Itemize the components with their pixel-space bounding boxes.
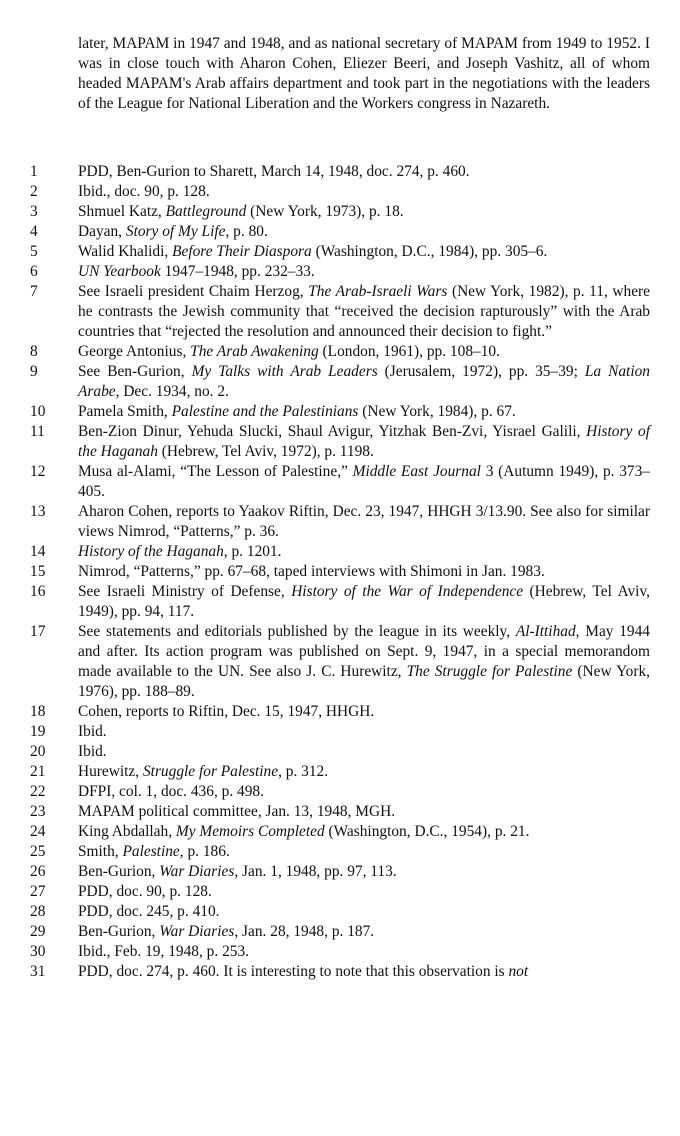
endnote-text-run: (Jerusalem, 1972), pp. 35–39; — [377, 363, 585, 380]
endnote-text-run: (Washington, D.C., 1954), p. 21. — [324, 823, 530, 840]
endnote-text-run: Cohen, reports to Riftin, Dec. 15, 1947, HHGH. — [78, 703, 375, 720]
endnote-italic-title: War Diaries — [159, 923, 235, 940]
endnote-item — [0, 762, 680, 782]
endnote-item — [0, 902, 680, 922]
endnote-text-run: Ibid., doc. 90, p. 128. — [78, 183, 210, 200]
endnote-text-run: (New York, 1973), p. 18. — [246, 203, 404, 220]
endnote-text — [78, 902, 650, 922]
endnote-item — [0, 942, 680, 962]
endnote-text — [78, 162, 650, 182]
endnote-text-run: , p. 312. — [278, 763, 329, 780]
endnote-number: 3 — [30, 203, 38, 220]
endnote-text-run: DFPI, col. 1, doc. 436, p. 498. — [78, 783, 264, 800]
endnote-text-run: (New York, 1976), pp. 188–89. — [78, 663, 651, 700]
endnote-italic-title: UN Yearbook — [78, 263, 161, 280]
endnote-number: 18 — [30, 703, 46, 720]
endnote-text-run: Smith, — [78, 843, 123, 860]
endnote-text — [78, 962, 650, 982]
endnote-item — [0, 622, 680, 702]
endnote-number: 30 — [30, 943, 46, 960]
endnote-item — [0, 542, 680, 562]
endnote-number: 5 — [30, 243, 38, 260]
endnote-text — [78, 862, 650, 882]
endnote-item — [0, 162, 680, 182]
endnote-italic-title: The Arab-Israeli Wars — [308, 283, 448, 300]
endnote-number: 15 — [30, 563, 46, 580]
endnote-text-run: (Washington, D.C., 1984), pp. 305–6. — [311, 243, 548, 260]
endnote-text — [78, 462, 650, 502]
endnote-text-run: , p. 80. — [225, 223, 268, 240]
endnote-text-run: PDD, doc. 90, p. 128. — [78, 883, 212, 900]
endnote-text-run: 1947–1948, pp. 232–33. — [160, 263, 315, 280]
endnote-number: 27 — [30, 883, 46, 900]
endnote-text — [78, 502, 650, 542]
endnote-text-run: PDD, Ben-Gurion to Sharett, March 14, 1948, doc. 274, p. 460. — [78, 163, 470, 180]
endnote-text — [78, 722, 650, 742]
endnote-italic-title: History of the War of Independence — [291, 583, 524, 600]
endnote-number: 13 — [30, 503, 46, 520]
endnote-text — [78, 782, 650, 802]
endnote-text-run: Musa al-Alami, “The Lesson of Palestine,” — [78, 463, 353, 480]
endnote-item — [0, 462, 680, 502]
endnote-text — [78, 402, 650, 422]
endnote-text — [78, 542, 650, 562]
endnote-item — [0, 202, 680, 222]
endnote-item — [0, 822, 680, 842]
endnote-number: 29 — [30, 923, 46, 940]
endnote-item — [0, 222, 680, 242]
endnote-italic-title: My Memoirs Completed — [175, 823, 325, 840]
endnote-italic-title: The Struggle for Palestine — [406, 663, 573, 680]
endnote-text-run: , May 1944 and after. Its action program was published on Sept. 9, 1947, in a special memorandom made available to the UN. See also J. C. Hurewitz, — [78, 623, 650, 680]
endnote-number: 17 — [30, 623, 46, 640]
endnote-text-run: , p. 186. — [179, 843, 230, 860]
endnotes-list — [0, 162, 680, 982]
endnote-number: 12 — [30, 463, 46, 480]
endnote-text-run: Ibid. — [78, 743, 107, 760]
endnote-text-run: See Israeli president Chaim Herzog, — [78, 283, 309, 300]
endnote-text — [78, 262, 650, 282]
endnote-text-run: King Abdallah, — [78, 823, 176, 840]
endnote-text-run: Ibid. — [78, 723, 107, 740]
endnote-text — [78, 822, 650, 842]
endnote-text-run: Ben-Gurion, — [78, 923, 160, 940]
endnote-item — [0, 502, 680, 542]
endnote-text-run: (New York, 1984), p. 67. — [358, 403, 516, 420]
endnote-italic-title: Struggle for Palestine — [142, 763, 279, 780]
endnote-text-run: Shmuel Katz, — [78, 203, 166, 220]
endnote-number: 2 — [30, 183, 38, 200]
endnote-item — [0, 702, 680, 722]
endnote-text-run: See statements and editorials published by the league in its weekly, — [78, 623, 516, 640]
endnote-text — [78, 182, 650, 202]
intro-paragraph: later, MAPAM in 1947 and 1948, and as national secretary of MAPAM from 1949 to 1952. I was in close touch with Aharon Cohen, Eliezer Beeri, and Joseph Vashitz, all of whom headed MAPAM's Arab affairs department and took part in the negotiations with the leaders of the League for National Liberation and the Workers congress in Nazareth. — [78, 35, 650, 112]
endnote-text-run: See Ben-Gurion, — [78, 363, 192, 380]
endnote-text-run: Ibid., Feb. 19, 1948, p. 253. — [78, 943, 250, 960]
endnote-number: 21 — [30, 763, 46, 780]
endnote-text-run: (London, 1961), pp. 108–10. — [318, 343, 500, 360]
endnote-italic-title: La Nation Arabe — [78, 363, 650, 400]
endnote-text-run: PDD, doc. 274, p. 460. It is interesting to note that this observation is — [78, 963, 509, 980]
endnote-italic-title: Story of My Life — [125, 223, 226, 240]
endnote-number: 9 — [30, 363, 38, 380]
endnote-number: 10 — [30, 403, 46, 420]
endnote-text-run: PDD, doc. 245, p. 410. — [78, 903, 220, 920]
endnote-item — [0, 882, 680, 902]
endnote-text — [78, 422, 650, 462]
endnote-text — [78, 362, 650, 402]
endnote-item — [0, 362, 680, 402]
endnote-number: 16 — [30, 583, 46, 600]
endnote-item — [0, 182, 680, 202]
endnote-number: 31 — [30, 963, 46, 980]
endnote-text — [78, 562, 650, 582]
endnote-text-run: Nimrod, “Patterns,” pp. 67–68, taped interviews with Shimoni in Jan. 1983. — [78, 563, 545, 580]
endnote-italic-title: not — [508, 963, 529, 980]
endnote-text — [78, 202, 650, 222]
endnote-text-run: MAPAM political committee, Jan. 13, 1948, MGH. — [78, 803, 396, 820]
endnote-text-run: , Dec. 1934, no. 2. — [115, 383, 229, 400]
endnote-italic-title: My Talks with Arab Leaders — [191, 363, 378, 380]
endnote-italic-title: Palestine — [122, 843, 180, 860]
endnote-item — [0, 862, 680, 882]
endnote-item — [0, 282, 680, 342]
endnote-italic-title: The Arab Awakening — [190, 343, 319, 360]
endnote-text-run: , Jan. 1, 1948, pp. 97, 113. — [234, 863, 397, 880]
endnote-item — [0, 562, 680, 582]
endnote-text-run: Ben-Zion Dinur, Yehuda Slucki, Shaul Avigur, Yitzhak Ben-Zvi, Yisrael Galili, — [78, 423, 587, 440]
endnote-text-run: (Hebrew, Tel Aviv, 1949), pp. 94, 117. — [78, 583, 650, 620]
endnote-text — [78, 242, 650, 262]
endnote-text — [78, 282, 650, 342]
endnote-italic-title: History of the Haganah — [78, 543, 224, 560]
endnote-text — [78, 222, 650, 242]
endnote-number: 4 — [30, 223, 38, 240]
endnote-number: 24 — [30, 823, 46, 840]
endnote-item — [0, 782, 680, 802]
endnote-number: 20 — [30, 743, 46, 760]
endnote-italic-title: Middle East Journal — [352, 463, 481, 480]
endnote-text-run: Hurewitz, — [78, 763, 143, 780]
endnote-number: 1 — [30, 163, 38, 180]
endnote-italic-title: Battleground — [165, 203, 247, 220]
endnote-text — [78, 922, 650, 942]
endnote-number: 28 — [30, 903, 46, 920]
endnote-number: 26 — [30, 863, 46, 880]
endnote-text — [78, 942, 650, 962]
endnote-number: 7 — [30, 283, 38, 300]
endnote-text — [78, 622, 650, 702]
endnote-item — [0, 922, 680, 942]
endnote-text — [78, 842, 650, 862]
endnote-text-run: Pamela Smith, — [78, 403, 172, 420]
endnote-item — [0, 962, 680, 982]
endnote-item — [0, 802, 680, 822]
endnote-text-run: (Hebrew, Tel Aviv, 1972), p. 1198. — [157, 443, 374, 460]
endnote-number: 11 — [30, 423, 45, 440]
endnote-item — [0, 742, 680, 762]
endnote-number: 25 — [30, 843, 46, 860]
endnote-text — [78, 802, 650, 822]
endnote-text-run: Dayan, — [78, 223, 126, 240]
endnote-italic-title: Al-Ittihad — [515, 623, 576, 640]
endnote-text-run: , p. 1201. — [223, 543, 282, 560]
endnote-text-run: George Antonius, — [78, 343, 191, 360]
endnote-text — [78, 582, 650, 622]
endnote-number: 14 — [30, 543, 46, 560]
endnote-number: 8 — [30, 343, 38, 360]
endnote-text — [78, 702, 650, 722]
endnote-text-run: Aharon Cohen, reports to Yaakov Riftin, Dec. 23, 1947, HHGH 3/13.90. See also for similar views Nimrod, “Patterns,” p. 36. — [78, 503, 650, 540]
endnote-item — [0, 242, 680, 262]
endnote-italic-title: History of the Haganah — [78, 423, 650, 460]
endnote-text — [78, 762, 650, 782]
endnote-text-run: Ben-Gurion, — [78, 863, 160, 880]
endnote-item — [0, 722, 680, 742]
endnote-item — [0, 262, 680, 282]
endnote-text — [78, 882, 650, 902]
endnote-text-run: Walid Khalidi, — [78, 243, 173, 260]
endnote-text-run: See Israeli Ministry of Defense, — [78, 583, 292, 600]
endnote-text-run: 3 (Autumn 1949), p. 373–405. — [78, 463, 651, 500]
endnote-text — [78, 342, 650, 362]
endnote-number: 19 — [30, 723, 46, 740]
endnote-italic-title: War Diaries — [159, 863, 235, 880]
endnote-number: 6 — [30, 263, 38, 280]
endnote-italic-title: Palestine and the Palestinians — [171, 403, 359, 420]
endnote-italic-title: Before Their Diaspora — [172, 243, 312, 260]
endnote-item — [0, 582, 680, 622]
endnote-item — [0, 342, 680, 362]
endnote-item — [0, 402, 680, 422]
endnote-number: 22 — [30, 783, 46, 800]
endnote-text-run: (New York, 1982), p. 11, where he contrasts the Jewish community that “received the decision rapturously” with the Arab countries that “rejected the resolution and announced their decision to fight.” — [78, 283, 650, 340]
endnote-item — [0, 422, 680, 462]
endnote-number: 23 — [30, 803, 46, 820]
endnote-item — [0, 842, 680, 862]
endnote-text-run: , Jan. 28, 1948, p. 187. — [234, 923, 375, 940]
endnote-text — [78, 742, 650, 762]
